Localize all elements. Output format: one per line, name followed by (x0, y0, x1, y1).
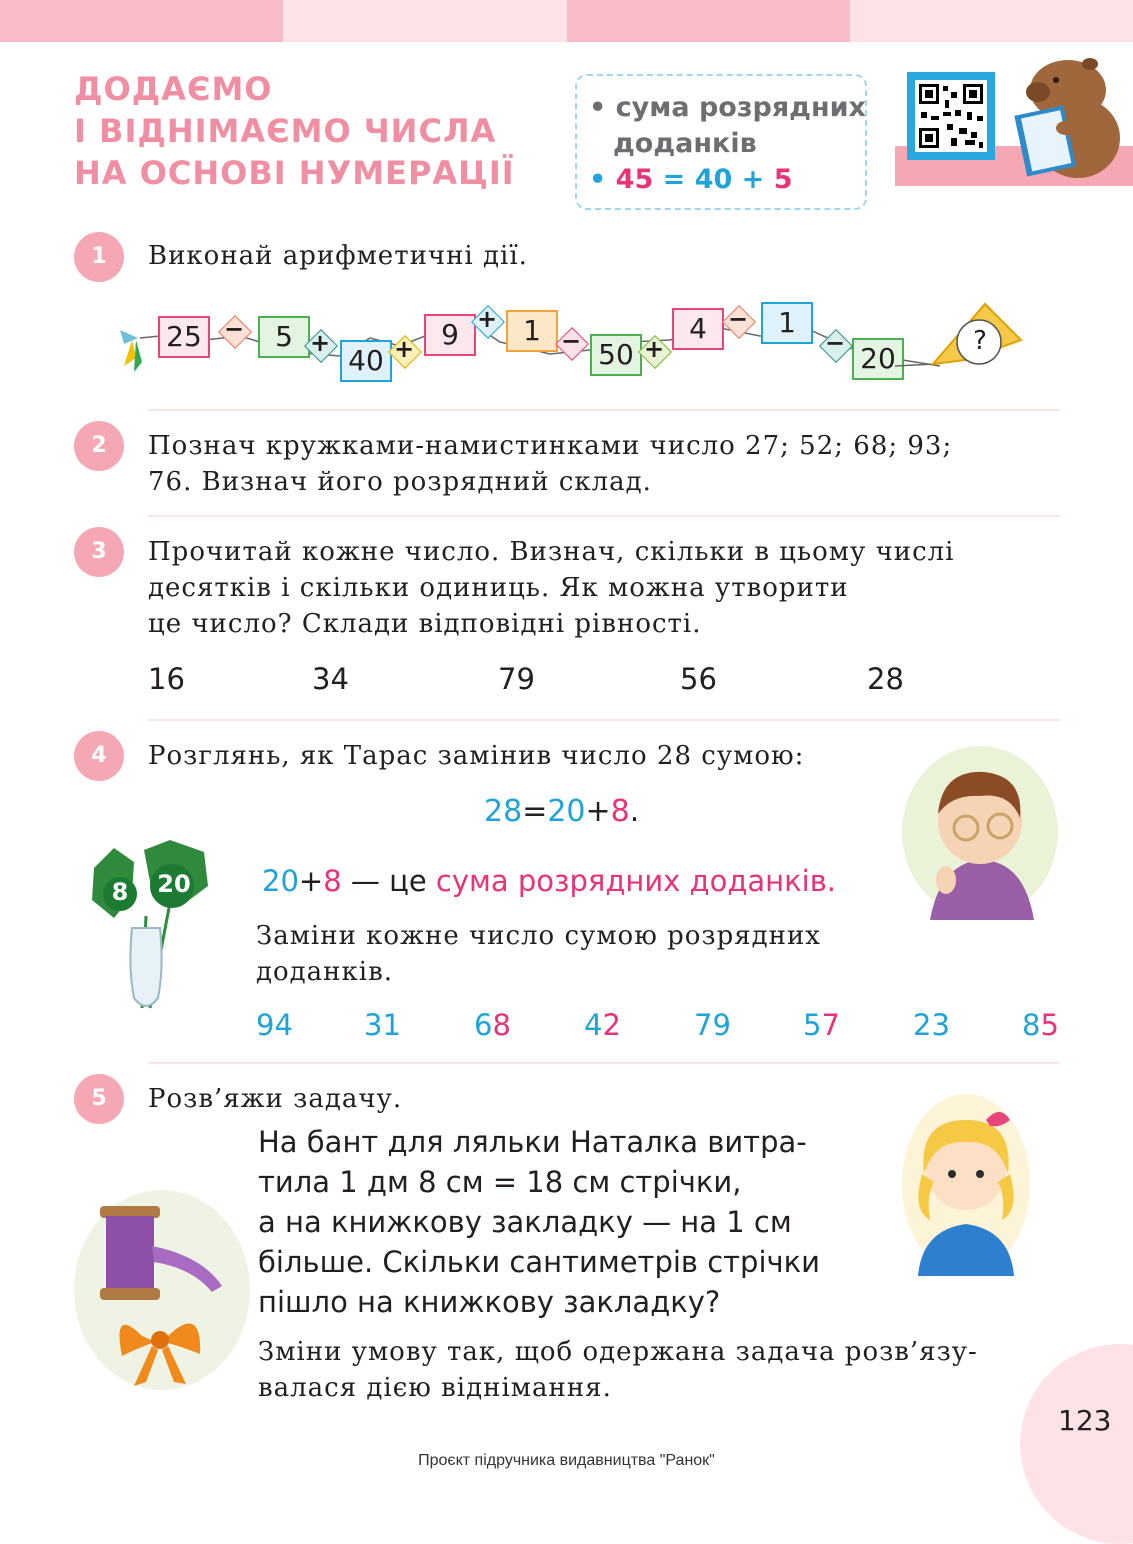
chain-number-5: 5 (258, 316, 310, 358)
key-concept-box (575, 74, 867, 210)
page-corner (1020, 1344, 1133, 1544)
doll-natalka-illustration (900, 1090, 1032, 1276)
task-4-text: Розглянь, як Тарас замінив число 28 сумою: (148, 741, 805, 771)
task-1-badge: 1 (74, 232, 124, 282)
key-concept-example (589, 164, 793, 195)
task-2-line-1: Познач кружками-намистинками число 27; 52; 68; 93; (148, 431, 953, 461)
separator-1 (148, 409, 1060, 411)
number-5-ones: 9 (712, 1008, 731, 1042)
separator-3 (148, 719, 1060, 721)
page-number: 123 (1058, 1404, 1112, 1437)
example-a: 45 (615, 164, 654, 195)
chain-op-minus-3: − (727, 305, 749, 333)
chain-number-25: 25 (158, 316, 210, 358)
number-2-tens: 3 (364, 1008, 383, 1042)
number-8-tens: 8 (1022, 1008, 1041, 1042)
task-4-number-4 (584, 1008, 621, 1042)
problem-line-1: На бант для ляльки Наталка витра- (258, 1125, 807, 1159)
separator-2 (148, 515, 1060, 517)
capybara-reading-illustration (1010, 50, 1133, 180)
top-band-3 (567, 0, 850, 42)
number-4-ones: 2 (602, 1008, 621, 1042)
key-concept-line-1: • сума розрядних (589, 92, 866, 123)
number-3-tens: 6 (474, 1008, 493, 1042)
task-4-number-7 (913, 1008, 950, 1042)
number-7-ones: 3 (931, 1008, 950, 1042)
problem-line-5: пішло на книжкову закладку? (258, 1285, 721, 1319)
sum-dash: — це (341, 864, 436, 898)
problem-line-4: більше. Скільки сантиметрів стрічки (258, 1245, 821, 1279)
number-2-ones: 1 (382, 1008, 401, 1042)
boy-taras-illustration (900, 744, 1060, 920)
equation-plus: + (585, 794, 611, 829)
task-1-text: Виконай арифметичні дії. (148, 241, 528, 271)
task-4-sum-line (262, 864, 836, 898)
chain-number-9: 9 (424, 314, 476, 356)
task-3-number-3: 79 (498, 662, 535, 696)
task-3-line-1: Прочитай кожне число. Визнач, скільки в цьому числі (148, 537, 955, 567)
sum-phrase: сума розрядних доданків. (435, 864, 837, 898)
top-band-2 (283, 0, 567, 42)
top-band-4 (850, 0, 1133, 42)
equation-eq: = (522, 794, 548, 829)
title-line-3: НА ОСНОВІ НУМЕРАЦІЇ (74, 154, 515, 192)
number-6-tens: 5 (803, 1008, 822, 1042)
chain-number-40: 40 (340, 340, 392, 382)
equation-20: 20 (547, 794, 586, 829)
task-3-badge: 3 (74, 527, 124, 577)
equation-8: 8 (610, 794, 630, 829)
task-3-line-2: десятків і скільки одиниць. Як можна утворити (148, 573, 849, 603)
example-bullet: • (589, 164, 607, 195)
chain-op-minus-2: − (560, 327, 582, 355)
chain-op-plus-1: + (309, 329, 331, 357)
task-5-badge: 5 (74, 1074, 124, 1124)
chain-op-plus-2: + (393, 335, 415, 363)
example-c: 5 (773, 164, 793, 195)
sum-8: 8 (323, 864, 342, 898)
leaf-label-8: 8 (111, 878, 129, 906)
task-5-instruction-2: валася дією віднімання. (258, 1373, 612, 1403)
chain-number-4: 4 (672, 308, 724, 350)
task-4-number-2 (364, 1008, 401, 1042)
leaf-label-20: 20 (157, 870, 191, 898)
task-3-line-3: це число? Склади відповідні рівності. (148, 609, 702, 639)
chain-op-minus-1: − (223, 315, 245, 343)
task-3-number-2: 34 (312, 662, 349, 696)
task-3-number-4: 56 (680, 662, 717, 696)
task-4-instruction-1: Заміни кожне число сумою розрядних (256, 921, 821, 951)
number-1-ones: 4 (274, 1008, 293, 1042)
task-4-number-6 (803, 1008, 840, 1042)
number-8-ones: 5 (1040, 1008, 1059, 1042)
task-4-number-5 (694, 1008, 731, 1042)
number-4-tens: 4 (584, 1008, 603, 1042)
top-band-1 (0, 0, 283, 42)
page-title (74, 68, 515, 194)
number-6-ones: 7 (821, 1008, 840, 1042)
task-5-problem (258, 1122, 820, 1322)
chain-number-20: 20 (852, 338, 904, 380)
chain-op-plus-4: + (643, 335, 665, 363)
task-4-badge: 4 (74, 731, 124, 781)
chain-number-1: 1 (506, 310, 558, 352)
footer-credit: Проєкт підручника видавництва "Ранок" (418, 1452, 715, 1469)
qr-code[interactable] (907, 72, 995, 160)
problem-line-3: а на книжкову закладку — на 1 см (258, 1205, 792, 1239)
chain-op-minus-4: − (824, 329, 846, 357)
task-2-line-2: 76. Визнач його розрядний склад. (148, 467, 652, 497)
title-line-1: ДОДАЄМО (74, 70, 273, 108)
equation-28: 28 (484, 794, 523, 829)
task-2-badge: 2 (74, 421, 124, 471)
title-line-2: І ВІДНІМАЄМО ЧИСЛА (74, 112, 497, 150)
task-4-instruction-2: доданків. (256, 957, 393, 987)
qr-code-image (907, 72, 995, 160)
chain-number-50: 50 (590, 334, 642, 376)
kite-question-mark: ? (973, 326, 987, 356)
number-5-tens: 7 (694, 1008, 713, 1042)
separator-4 (148, 1062, 1060, 1064)
example-plus: + (741, 164, 765, 195)
sum-plus: + (298, 864, 324, 898)
number-1-tens: 9 (256, 1008, 275, 1042)
example-eq: = (662, 164, 686, 195)
task-5-instruction-1: Зміни умову так, щоб одержана задача розв’язу- (258, 1337, 978, 1367)
ribbon-spool-illustration (72, 1186, 252, 1392)
task-3-number-1: 16 (148, 662, 185, 696)
task-3-number-5: 28 (867, 662, 904, 696)
number-7-tens: 2 (913, 1008, 932, 1042)
sum-20: 20 (262, 864, 299, 898)
task-5-text: Розв’яжи задачу. (148, 1084, 403, 1114)
chain-op-plus-3: + (476, 305, 498, 333)
kite-icon (895, 298, 1035, 378)
chain-number-1b: 1 (761, 302, 813, 344)
equation-dot: . (629, 794, 640, 829)
task-4-number-1 (256, 1008, 293, 1042)
number-3-ones: 8 (492, 1008, 511, 1042)
example-b: 40 (694, 164, 733, 195)
problem-line-2: тила 1 дм 8 см = 18 см стрічки, (258, 1165, 742, 1199)
key-concept-line-2: доданків (613, 128, 757, 159)
task-4-number-3 (474, 1008, 511, 1042)
task-4-number-8 (1022, 1008, 1059, 1042)
vase-with-leaves-illustration (74, 838, 224, 1018)
task-4-equation (484, 794, 639, 829)
